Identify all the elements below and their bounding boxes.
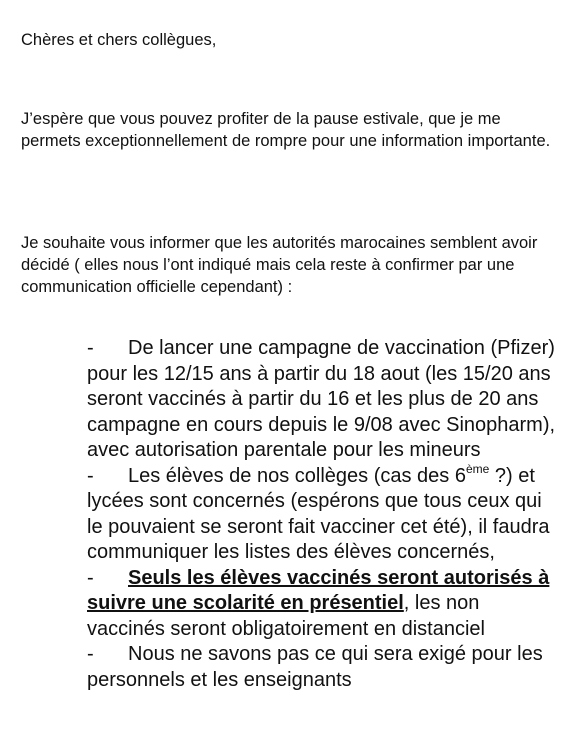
measures-list [87,336,557,693]
superscript-text: ème [465,461,490,476]
bullet-text-continued: , les non vaccinés seront obligatoirement en distanciel [87,592,485,640]
list-item [87,336,557,464]
bullet-text: De lancer une campagne de vaccination (Pfizer) pour les 12/15 ans à partir du 18 aout (les 15/20 ans seront vaccinés à partir du 16 et les plus de 20 ans campagne en cours depuis le 9/08 avec Sinopharm), avec autorisation parentale pour les mineurs [87,337,556,461]
bullet-text-continued: ?) et lycées sont concernés (espérons que tous ceux qui le pouvaient se seront fait vacciner cet été), il faudra communiquer les listes des élèves concernés, [87,464,550,563]
bullet-text: Nous ne savons pas ce qui sera exigé pour les personnels et les enseignants [87,643,543,691]
list-item [87,642,557,693]
list-item [87,566,557,643]
bullet-dash: - [87,643,94,665]
list-item [87,461,557,566]
emphasized-text: Seuls les élèves vaccinés seront autorisés à suivre une scolarité en présentiel [87,566,550,614]
letter-greeting: Chères et chers collègues, [21,31,217,49]
bullet-dash: - [87,464,94,487]
bullet-dash: - [87,337,94,359]
bullet-text: Les élèves de nos collèges (cas des 6 [128,464,466,487]
letter-paragraph-2: Je souhaite vous informer que les autorités marocaines semblent avoir décidé ( elles nous l’ont indiqué mais cela reste à confirmer par une communication officielle cependant) : [21,234,538,296]
letter-paragraph-1: J’espère que vous pouvez profiter de la pause estivale, que je me permets exceptionnellement de rompre pour une information importante. [21,110,551,150]
bullet-dash: - [87,566,94,589]
